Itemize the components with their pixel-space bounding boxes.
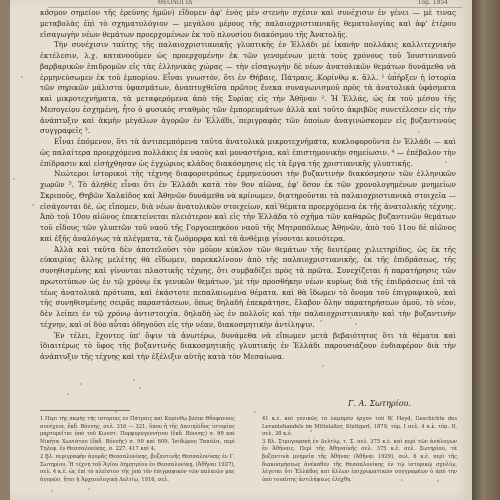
header-right: Τόμ. 1954	[417, 0, 448, 6]
paper-speck	[32, 204, 34, 206]
paper-speck	[13, 178, 15, 180]
footnote-3: 3 Βλ. Στρυγοφσκὴ ἐν Δελτίῳ, τ. Σ. σελ. 375 κ.ἑ. καὶ περὶ τῶν ἀνάλογων ἐν Ἀθήναις. Περὶ τῆς Ἀθηναϊκῆς σελ. 375 κ.ἑ. σελ. Σωτηρίου, τὰ βυζαντινὰ μνημεῖα τῆς Ἀθήνας (Ἀθῆναι 1929), σελ. 6 κ.ἑ. περὶ τῆς διακοσμήσεως ἀνέκαθεν τῆς Θεσσαλονίκης ἐν τῷ ἱστορικῷ σχολίῳ, λέγεται ὅτι Ἑλλάδος καὶ ἄλλων ἐπιχρωματικῶν συγγραφέων ὁ ἀπὸ τὴν ὑπὸ τοιαύτης ἀντιλήψεως ἐλέχθη.	[262, 438, 457, 483]
paper-speck	[115, 411, 117, 413]
footnote-1: 1 Περὶ τῆς ἀκμῆς τῆς ἱστορίας ἐν Πάτραις καὶ Κορίνθῳ βλέπε Θεοφάνους συνέχεια, ἔκδ. Βόννης, σελ. 316 — 321, ὅπου ἡ τῆς Δανιηλίδος ἱστορίας μαρτυρεῖται ὑπὸ τοῦ Κωνστ. Πορφυρογεννήτου (ἔκδ. Βόννης) σ. 99 καὶ Νικήτα Χωνιάτου (ἔκδ. Βόννης) σ. 99 καὶ 609. Ἰσιδώρου Ταπόλα, περὶ Τηλεφ. ἐν Θεσσαλονίκης, σ. 227, 417 καὶ 4.	[40, 416, 235, 453]
paragraph-3: Εἶναι ἐπόμενον, ὅτι τὰ ἀντιπεμπόμενα ταῦτα ἀνατολικὰ μικροτεχνήματα, κυκλοφοροῦντα ἐν Ἑλλάδι — καὶ ὡς παλαίτερα προερχόμενα πολλάκις ἐκ ναοὺς καὶ μοναστήρια, καὶ ἐπιστημονικὴν σημείωσιν. ⁴ — ἐπέβαλον τὴν ἐπίδρασιν καὶ εἰσήχθησαν ὡς ἐγχώριος κλάδος διακόσμησις εἰς τὰ ἔργα τῆς χριστιανικῆς γλυπτικῆς.	[40, 137, 456, 168]
author-signature: Γ. Α. Σωτηρίου.	[348, 399, 411, 408]
header-left: ΘΕΟΛΟΓΙΑ	[158, 0, 193, 6]
footnote-2: 2 Βλ. περιγραφὴν ἀγορᾶς Θεσσαλονίκης, βυζαντινῆς Θεσσαλονίκης ἐν Γ. Σωτηρίου, Ἡ τέχνη τοῦ Ἁγίου Δημητρίου ἐν Θεσσαλονίκῃ, (Ἀθῆναι 1927), σελ. 4 κ.ἑ. ὡς ἐπὶ τὸ πλεῖστον τῆς ὑπὸ τὸν ἐπιγραφικὸν τῶν παλαιῶν μας ἀγορῶν, ἤτοι ἡ Ἀρχαιολογικὴ Δελτίῳ, 1916, σελ.	[40, 453, 235, 483]
footnote-2-cont: 41 κ.ἑ. καὶ γενικῶς τὸ λαμπρὸν ἔργον τοῦ W. Heyd, Geschichte des Levantehandels im Mittelalter, Stuttgart, 1879, τόμ. Ι σελ. 4 κ.ἑ. τόμ. II, σελ. 38 κ.ἑ.	[262, 416, 457, 438]
paper-speck	[254, 411, 256, 413]
page-header	[48, 0, 462, 8]
footnotes-right	[262, 416, 457, 498]
paragraph-2: Τὴν συνέχισιν ταύτης τῆς παλαιοχριστιανικῆς γλυπτικῆς ἐν Ἑλλάδι μὲ ἱκανὴν πολλάκις καλλιτεχνικὴν ἐκτέλεσιν, λ.χ. κατανοοῦμεν ὡς προερχομένην ἐκ τῶν γενομένων μετὰ τοὺς χρόνους τοῦ Ἰουστινιανοῦ βαρβαρικῶν ἐπιδρομῶν εἰς τὰς ἑλληνικὰς χώρας — τὴν εἰσαγωγὴν δὲ νέων ἀνατολικῶν θεμάτων δυνάμεθα νὰ ἑρμηνεύσωμεν ἐκ τοῦ ἐμπορίου. Εἶναι γνωστόν, ὅτι ἐν Θήβαις, Πάτραις, Κορίνθῳ κ. ἄλλ. ¹ ὑπῆρξεν ἡ ἱστορία τῶν σηρικῶν μάλιστα ὑφασμάτων, ἀναπτυχθεῖσα πρῶτος ἕνεκα συναγωνισμοῦ πρὸς τὰ ἀνατολικὰ ὑφάσματα καὶ μικροτεχνήματα, τὰ μεταφερόμενα ἀπὸ τῆς Συρίας εἰς τὴν Ἀθῆναν ². Ἡ Ἑλλάς, ὡς ἐκ τοῦ μέσου τῆς Μεσογείου ἐσχημένη, ἦτο ὁ φυσικὸς σταθμὸς τῶν ἐμπορευμάτων ἀλλὰ καὶ τοῦτο ἀκριβῶς συνετέλεσεν εἰς τὴν ἀνάπτυξιν καὶ ἀκμὴν μεγάλων ἀγορῶν ἐν Ἑλλάδι, περιγραφὰς τῶν ὁποίων ἀναγινώσκομεν εἰς βυζαντινοὺς συγγραφεῖς ³.	[40, 40, 456, 136]
footnotes-left	[40, 416, 235, 498]
book-spine	[472, 0, 500, 500]
paper-speck	[21, 76, 23, 78]
paragraph-5: Ἀλλὰ καὶ ταῦτα δὲν ἀποτελοῦσι τὸν μόνον κύκλον τῶν θεμάτων τῆς δευτέρας χιλιετηρίδος, ὡς ἐκ τῆς εὐκαιρίας ἄλλης μελέτης θὰ εἴδωμεν, παρεκκλίνουν ἀπὸ τῆς παλαιοχριστιανικῆς, ἐκ τῆς ἐπιδράσεως, τῆς συνηθισμένης καὶ γίνονται πλαστικῆς τέχνης, ὅτι συμβαδίζει πρὸς τὰ πρῶτα. Συνεχίζεται ἡ παρατήρησις τῶν πρωτοτύπων ὡς ἐν τῷ χρόνῳ ἐκ γενικῶν θεμάτων, μὲ τὴν προσθήκην νέων κυρίως διὰ τῆς ἐπιδράσεως ἐπὶ τὰ τέως ἀνατολικὰ πρότυπα, καὶ ἐκάστοτε πεπαλαιωμένα θέματα. καὶ θὰ ἴδωμεν τὸ ὄνομα τοῦ ἐπιγραφικοῦ, καὶ τῆς συνηθισμένης σειρᾶς παραστάσεων, ὅπως δηλαδὴ ἐπεκράτησε, ἔλαβον ὅλην παρατηρήσεων ὁμοῦ, τὸ νέον, δὲν λείπει ἐν τῷ χρόνῳ ἀντιστοιχία. δηλαδὴ ὡς ἐν πολλοῖς καὶ τὴν παλαιοχριστιανικὴν καὶ τὴν βυζαντινὴν τέχνην, καὶ οἱ δύο αὗται ὁδηγοῦσι εἰς τὴν νέαν, διακοσμητικὴν ἀντίληψιν.	[40, 244, 456, 329]
main-text	[40, 8, 456, 400]
paragraph-4: Νεώτεροι ἱστορικοὶ τῆς τέχνης διαφοροτρόπως ἑρμηνεύουσι τὴν βυζαντινὴν διακόσμησιν τῶν ἑλληνικῶν χωρῶν ⁵. Τὸ ἀληθὲς εἶναι ὅτι ἐν Ἑλλάδι κατὰ τὸν 9ον αἰῶνα, ἐφ' ὅσον ἐκ τῶν χρονολογημένων μνημείων Σκριποῦς, Θηβῶν Χαλκίδος καὶ Ἀθηνῶν δυνάμεθα νὰ κρίνωμεν, διατηροῦνται τὰ παλαιοχριστιανικὰ στοιχεῖα — εἰσάγονται δὲ, ὡς εἴπομεν, διὰ νέων ἀνατολικῶν στοιχείων, καὶ θέματα προερχόμενα ἐκ τῆς ἀνατολικῆς τέχνης. Ἀπὸ τοῦ 10ου αἰῶνος ἐπεκτείνεται πλειότερον καὶ εἰς τὴν Ἑλλάδα τὸ σχῆμα τῶν καθαρῶς βυζαντινῶν θεμάτων τοῦ εἴδους τῶν γλυπτῶν τοῦ ναοῦ τῆς Γοργοεπηκόου ναοῦ τῆς Μητροπόλεως Ἀθηνῶν, ἀπὸ τοῦ 11ου δὲ αἰῶνος καὶ ἑξῆς ἀναλόγως τὰ πλέγματα, τὰ ζωόμορφα καὶ τὰ ἀνθέμια γίνονται κοινότερα.	[40, 169, 456, 243]
paragraph-6: Ἐν τέλει, ἔχοντες ὑπ' ὄψιν τὰ ἀνωτέρω, δυνάμεθα νὰ εἴπωμεν μετὰ βεβαιότητος ὅτι τὰ θέματα καὶ ἰδιαιτέρως τὸ ὕφος τῆς βυζαντινῆς διακοσμητικῆς γλυπτικῆς ἐν Ἑλλάδι παρουσιάζουν ἐνδιαφέρον διὰ τὴν ἀνάπτυξιν τῆς τέχνης καὶ τὴν ἐξέλιξιν αὐτῆς κατὰ τὸν Μεσαίωνα.	[40, 330, 456, 361]
footnote-rule	[40, 410, 130, 411]
paragraph-1: κόσμον σημείον τῆς ἐρεύνης ἡμῶν) εἴδομεν ἀφ' ἑνὸς μὲν στενὴν σχέσιν καὶ συνέχισιν ἐν γένει — μὲ τινας μεταβολὰς ἐπὶ τὸ σχηματολόγιον — μεγάλου μέρους τῆς παλαιοχριστιανικῆς θεματολογίας καὶ ἀφ' ἑτέρου εἰσαγωγὴν νέων θεμάτων προερχομένων ἐκ τοῦ πλουσίου διακόσμου τῆς Ἀνατολῆς.	[40, 8, 456, 39]
